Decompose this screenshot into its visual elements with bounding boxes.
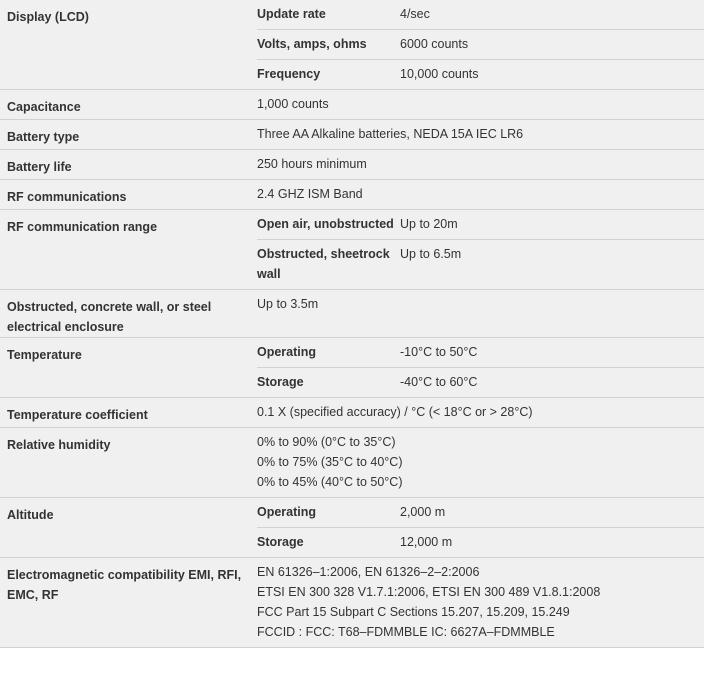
spec-label: Battery life bbox=[7, 160, 72, 174]
spec-text-line: Up to 3.5m bbox=[257, 297, 319, 311]
spec-text-line: EN 61326–1:2006, EN 61326–2–2:2006 bbox=[257, 565, 480, 579]
spec-label: Capacitance bbox=[7, 100, 81, 114]
spec-sub-value: Up to 20m bbox=[400, 217, 458, 231]
spec-label: RF communication range bbox=[7, 220, 158, 234]
spec-sub-value: -40°C to 60°C bbox=[400, 375, 478, 389]
spec-label: Temperature bbox=[7, 348, 82, 362]
spec-subrow bbox=[257, 240, 704, 289]
spec-text-line: FCC Part 15 Subpart C Sections 15.207, 15.209, 15.249 bbox=[257, 605, 570, 619]
spec-label: Altitude bbox=[7, 508, 54, 522]
spec-value bbox=[257, 498, 704, 557]
spec-text-line: 0.1 X (specified accuracy) / °C (< 18°C or > 28°C) bbox=[257, 405, 533, 419]
spec-subrow bbox=[257, 0, 704, 30]
spec-text-line: 0% to 45% (40°C to 50°C) bbox=[257, 475, 403, 489]
spec-value bbox=[257, 180, 704, 209]
spec-text bbox=[257, 90, 704, 119]
spec-row bbox=[0, 558, 704, 648]
spec-text bbox=[257, 150, 704, 179]
spec-sub-key: Frequency bbox=[257, 67, 321, 81]
spec-row bbox=[0, 0, 704, 90]
spec-label: Temperature coefficient bbox=[7, 408, 148, 422]
spec-row bbox=[0, 498, 704, 558]
spec-text bbox=[257, 428, 704, 497]
spec-label: Battery type bbox=[7, 130, 80, 144]
spec-sub-key: Storage bbox=[257, 375, 304, 389]
spec-value bbox=[257, 90, 704, 119]
spec-text bbox=[257, 120, 704, 149]
spec-subrow bbox=[257, 528, 704, 557]
spec-subrow bbox=[257, 210, 704, 240]
spec-row bbox=[0, 180, 704, 210]
spec-row bbox=[0, 150, 704, 180]
spec-label: Electromagnetic compatibility EMI, RFI, EMC, RF bbox=[7, 568, 242, 602]
spec-text-line: ETSI EN 300 328 V1.7.1:2006, ETSI EN 300 489 V1.8.1:2008 bbox=[257, 585, 601, 599]
spec-text-line: 2.4 GHZ ISM Band bbox=[257, 187, 363, 201]
spec-text-line: 0% to 75% (35°C to 40°C) bbox=[257, 455, 403, 469]
spec-row bbox=[0, 210, 704, 290]
spec-subrow bbox=[257, 30, 704, 60]
spec-sub-key: Operating bbox=[257, 345, 317, 359]
spec-sub-key: Volts, amps, ohms bbox=[257, 37, 367, 51]
spec-sub-value: 2,000 m bbox=[400, 505, 446, 519]
spec-label: Display (LCD) bbox=[7, 10, 89, 24]
spec-row bbox=[0, 428, 704, 498]
spec-sub-key: Open air, unobstructed bbox=[257, 217, 394, 231]
spec-value bbox=[257, 398, 704, 427]
spec-subrow bbox=[257, 498, 704, 528]
spec-value bbox=[257, 290, 704, 337]
spec-sub-key: Storage bbox=[257, 535, 304, 549]
spec-row bbox=[0, 398, 704, 428]
spec-value bbox=[257, 150, 704, 179]
spec-row bbox=[0, 338, 704, 398]
spec-sub-value: 10,000 counts bbox=[400, 67, 479, 81]
spec-label: RF communications bbox=[7, 190, 127, 204]
spec-text-line: FCCID : FCC: T68–FDMMBLE IC: 6627A–FDMMBLE bbox=[257, 625, 555, 639]
spec-text-line: 1,000 counts bbox=[257, 97, 329, 111]
spec-value bbox=[257, 338, 704, 397]
spec-text bbox=[257, 290, 704, 319]
spec-text-line: 250 hours minimum bbox=[257, 157, 367, 171]
spec-row bbox=[0, 290, 704, 338]
spec-value bbox=[257, 120, 704, 149]
spec-sub-value: 4/sec bbox=[400, 7, 430, 21]
spec-label: Relative humidity bbox=[7, 438, 111, 452]
spec-label: Obstructed, concrete wall, or steel electrical enclosure bbox=[7, 300, 212, 334]
spec-value bbox=[257, 0, 704, 89]
spec-subrow bbox=[257, 338, 704, 368]
spec-sub-value: 12,000 m bbox=[400, 535, 453, 549]
spec-row bbox=[0, 90, 704, 120]
spec-value bbox=[257, 210, 704, 289]
spec-text-line: 0% to 90% (0°C to 35°C) bbox=[257, 435, 396, 449]
spec-sub-value: Up to 6.5m bbox=[400, 247, 462, 261]
spec-sub-value: 6000 counts bbox=[400, 37, 469, 51]
spec-sub-key: Obstructed, sheetrock wall bbox=[257, 247, 390, 281]
spec-text bbox=[257, 180, 704, 209]
spec-text bbox=[257, 558, 704, 647]
spec-subrow bbox=[257, 60, 704, 89]
spec-text bbox=[257, 398, 704, 427]
spec-sub-value: -10°C to 50°C bbox=[400, 345, 478, 359]
spec-text-line: Three AA Alkaline batteries, NEDA 15A IEC LR6 bbox=[257, 127, 524, 141]
spec-value bbox=[257, 428, 704, 497]
spec-sub-key: Operating bbox=[257, 505, 317, 519]
spec-sub-key: Update rate bbox=[257, 7, 326, 21]
spec-row bbox=[0, 120, 704, 150]
spec-subrow bbox=[257, 368, 704, 397]
spec-value bbox=[257, 558, 704, 647]
